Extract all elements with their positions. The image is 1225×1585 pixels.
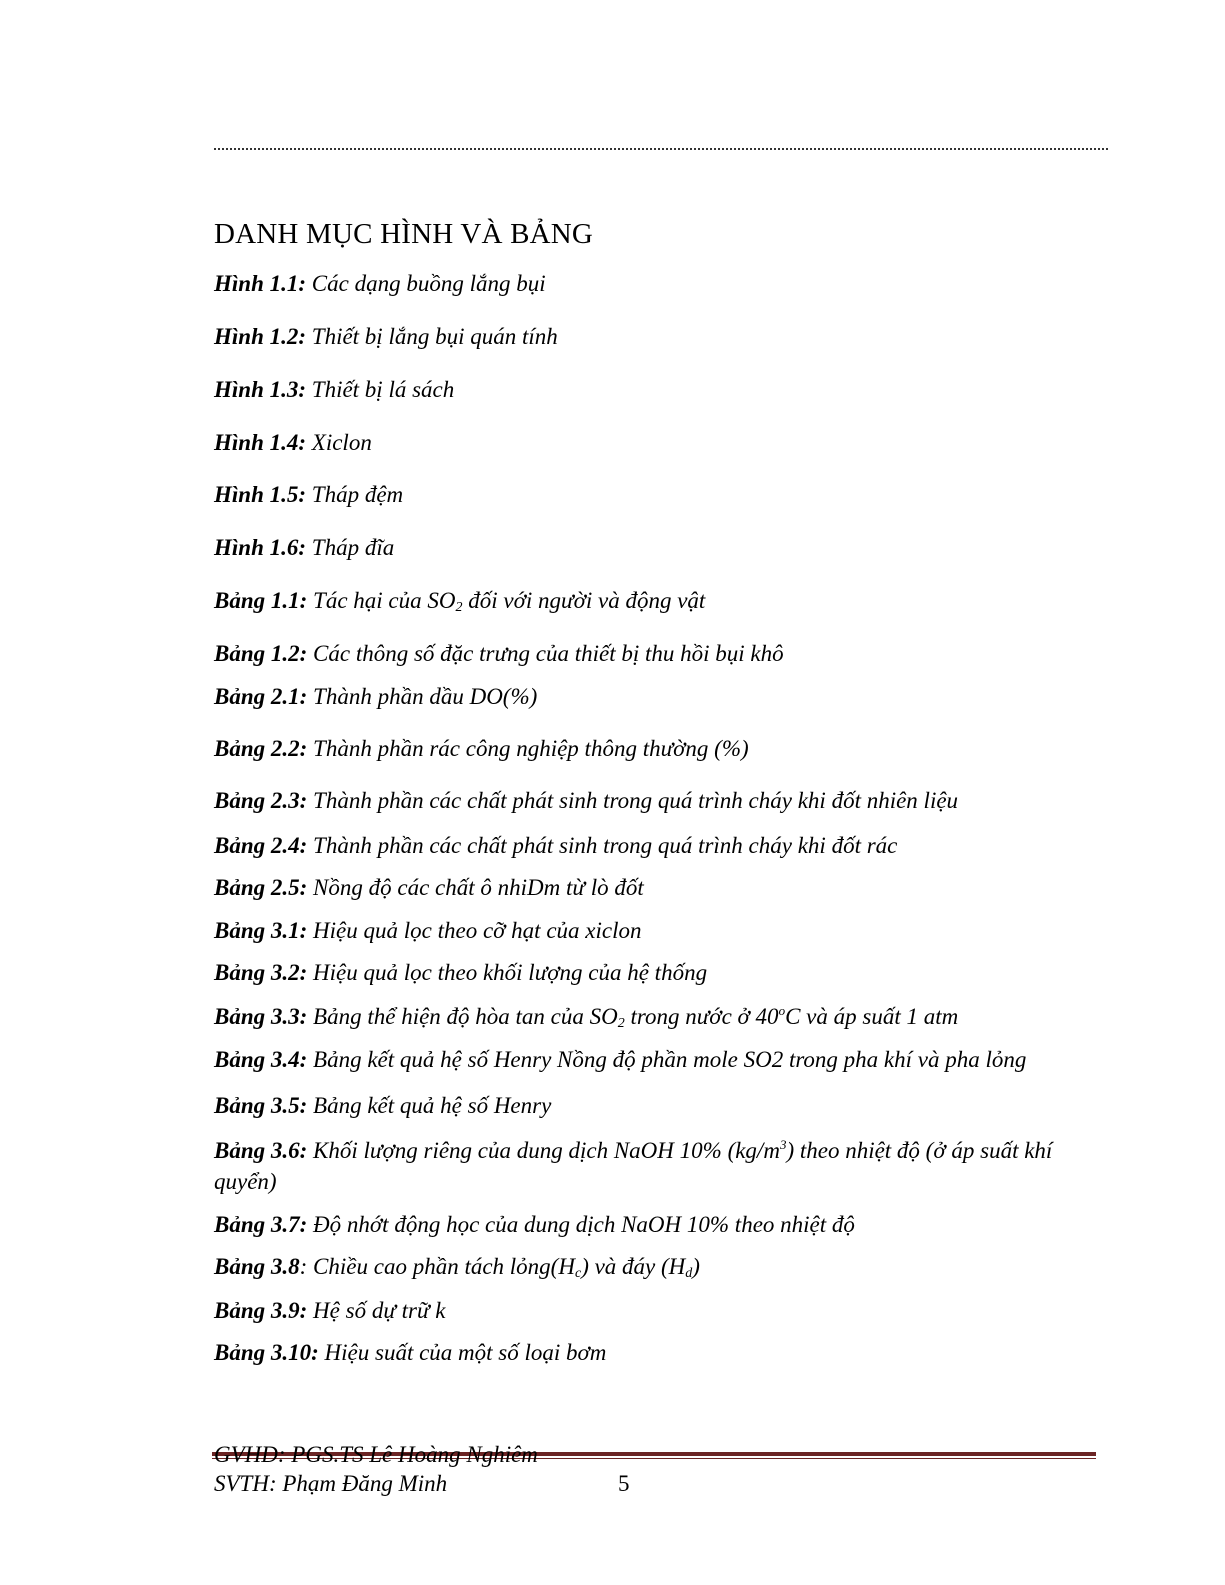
list-item: Bảng 1.1: Tác hại của $SO_2$ đối với người và động vật xyxy=(214,588,706,615)
list-item: Hình 1.1: Các dạng buồng lắng bụi xyxy=(214,271,546,296)
list-item: Hình 1.2: Thiết bị lắng bụi quán tính xyxy=(214,324,558,349)
list-item: Hình 1.3: Thiết bị lá sách xyxy=(214,377,455,402)
page-number: 5 xyxy=(618,1471,630,1496)
list-item: Bảng 2.3: Thành phần các chất phát sinh trong quá trình cháy khi đốt nhiên liệu xyxy=(214,788,959,813)
header-dotted-rule xyxy=(214,148,1108,150)
list-item: Bảng 3.4: Bảng kết quả hệ số Henry Nồng độ phần mole SO2 trong pha khí và pha lỏng xyxy=(214,1047,1027,1072)
footer-advisor: GVHD: PGS.TS Lê Hoàng Nghiêm xyxy=(214,1442,538,1467)
list-item: Bảng 1.2: Các thông số đặc trưng của thiết bị thu hồi bụi khô xyxy=(214,641,784,666)
list-item: Bảng 3.3: Bảng thể hiện độ hòa tan của $SO_2$ trong nước ở 40$^o$C và áp suất 1 atm xyxy=(214,1003,959,1031)
footer-student: SVTH: Phạm Đăng Minh xyxy=(214,1471,448,1496)
list-item: Bảng 3.9: Hệ số dự trữ k xyxy=(214,1298,446,1323)
list-item: Bảng 3.2: Hiệu quả lọc theo khối lượng của hệ thống xyxy=(214,960,708,985)
list-item: Bảng 2.2: Thành phần rác công nghiệp thông thường (%) xyxy=(214,736,749,761)
list-item: Bảng 3.10: Hiệu suất của một số loại bơm xyxy=(214,1340,607,1365)
list-item: Bảng 2.4: Thành phần các chất phát sinh trong quá trình cháy khi đốt rác xyxy=(214,833,898,858)
list-item: Hình 1.6: Tháp đĩa xyxy=(214,535,395,560)
list-item: Bảng 2.5: Nồng độ các chất ô nhiDm từ lò đốt xyxy=(214,875,644,900)
list-item: Bảng 3.6: Khối lượng riêng của dung dịch NaOH 10% $(kg/m^3)$ theo nhiệt độ (ở áp suất khí quyển) xyxy=(214,1137,1053,1194)
list-item: Bảng 3.8: Chiều cao phần tách $lỏng(H_c)$ và đáy $(H_d)$ xyxy=(214,1254,700,1281)
list-item: Bảng 2.1: Thành phần dầu DO(%) xyxy=(214,684,538,709)
page-title: DANH MỤC HÌNH VÀ BẢNG xyxy=(214,218,594,250)
list-item: Hình 1.4: Xiclon xyxy=(214,430,372,455)
list-item: Bảng 3.5: Bảng kết quả hệ số Henry xyxy=(214,1093,552,1118)
list-item: Bảng 3.7: Độ nhớt động học của dung dịch NaOH 10% theo nhiệt độ xyxy=(214,1212,855,1237)
list-item: Hình 1.5: Tháp đệm xyxy=(214,482,404,507)
list-item: Bảng 3.1: Hiệu quả lọc theo cỡ hạt của xiclon xyxy=(214,918,642,943)
